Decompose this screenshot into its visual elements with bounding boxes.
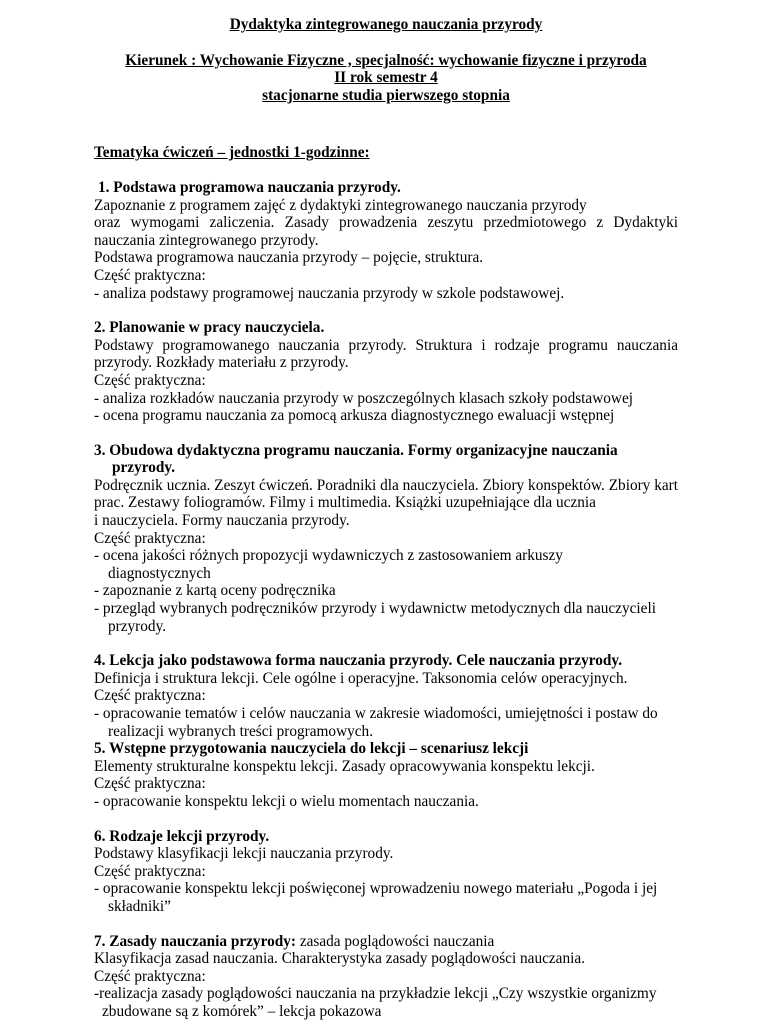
section-text: Zapoznanie z programem zajęć z dydaktyki zintegrowanego nauczania przyrody [94, 196, 587, 214]
practical-label: Część praktyczna: [94, 775, 206, 793]
practical-item: - ocena programu nauczania za pomocą arkusza diagnostycznego ewaluacji wstępnej [94, 407, 615, 425]
course-line: Kierunek : Wychowanie Fizyczne , specjalność: wychowanie fizyczne i przyroda [125, 51, 647, 69]
practical-label: Część praktyczna: [94, 266, 206, 284]
section-heading: 2. Planowanie w pracy nauczyciela. [94, 319, 325, 337]
section-text: Podstawy programowanego nauczania przyrody. Struktura i rodzaje programu nauczania przyrody. Rozkłady materiału z przyrody. [94, 336, 678, 372]
section-6 [94, 828, 678, 916]
section-7 [94, 933, 678, 1021]
section-1 [94, 179, 678, 302]
practical-item: - zapoznanie z kartą oceny podręcznika [94, 582, 336, 600]
section-text: Klasyfikacja zasad nauczania. Charakterystyka zasady poglądowości nauczania. [94, 950, 585, 968]
section-heading: 7. Zasady nauczania przyrody: [94, 932, 296, 950]
section-text: Podstawa programowa nauczania przyrody – pojęcie, struktura. [94, 249, 484, 267]
practical-item: -realizacja zasady poglądowości nauczania na przykładzie lekcji „Czy wszystkie organizmy zbudowane są z komórek” – lekcja pokazowa [94, 985, 657, 1020]
section-2 [94, 319, 678, 425]
section-4 [94, 652, 678, 740]
practical-item: - opracowanie tematów i celów nauczania w zakresie wiadomości, umiejętności i postaw do realizacji wybranych treści programowych. [94, 705, 658, 740]
section-heading: 3. Obudowa dydaktyczna programu nauczania. Formy organizacyjne nauczania przyrody. [94, 441, 618, 477]
section-heading-tail: zasada poglądowości nauczania [296, 932, 495, 950]
practical-label: Część praktyczna: [94, 371, 206, 389]
year-semester-line: II rok semestr 4 [334, 69, 438, 87]
document-title: Dydaktyka zintegrowanego nauczania przyrody [229, 16, 543, 33]
section-text: Podstawy klasyfikacji lekcji nauczania przyrody. [94, 845, 394, 863]
section-text: oraz wymogami zaliczenia. Zasady prowadzenia zeszytu przedmiotowego z Dydaktyki nauczania zintegrowanego przyrody. [94, 214, 678, 249]
practical-item: - ocena jakości różnych propozycji wydawniczych z zastosowaniem arkuszy diagnostycznych [94, 547, 563, 582]
section-3 [94, 442, 678, 636]
section-heading: 5. Wstępne przygotowania nauczyciela do lekcji – scenariusz lekcji [94, 740, 529, 758]
practical-label: Część praktyczna: [94, 687, 206, 705]
practical-item: - opracowanie konspektu lekcji o wielu momentach nauczania. [94, 792, 479, 810]
topics-heading: Tematyka ćwiczeń – jednostki 1-godzinne: [94, 144, 370, 162]
practical-label: Część praktyczna: [94, 529, 206, 547]
section-text: Elementy strukturalne konspektu lekcji. Zasady opracowywania konspektu lekcji. [94, 757, 595, 775]
practical-item: - przegląd wybranych podręczników przyrody i wydawnictw metodycznych dla nauczycieli przyrody. [94, 600, 656, 635]
practical-item: - analiza rozkładów nauczania przyrody w poszczególnych klasach szkoły podstawowej [94, 389, 634, 407]
practical-item: - opracowanie konspektu lekcji poświęconej wprowadzeniu nowego materiału „Pogoda i jej składniki” [94, 880, 658, 915]
section-heading: 1. Podstawa programowa nauczania przyrody. [98, 178, 401, 196]
section-heading: 6. Rodzaje lekcji przyrody. [94, 827, 270, 845]
practical-label: Część praktyczna: [94, 967, 206, 985]
section-text: i nauczyciela. Formy nauczania przyrody. [94, 512, 350, 530]
section-heading: 4. Lekcja jako podstawowa forma nauczania przyrody. Cele nauczania przyrody. [94, 652, 623, 670]
section-heading-line [94, 933, 678, 951]
practical-label: Część praktyczna: [94, 862, 206, 880]
section-text: Definicja i struktura lekcji. Cele ogólne i operacyjne. Taksonomia celów operacyjnych. [94, 669, 628, 687]
section-5 [94, 740, 678, 810]
study-mode-line: stacjonarne studia pierwszego stopnia [262, 86, 510, 104]
practical-item: - analiza podstawy programowej nauczania przyrody w szkole podstawowej. [94, 284, 565, 302]
section-text: Podręcznik ucznia. Zeszyt ćwiczeń. Poradniki dla nauczyciela. Zbiory konspektów. Zbiory kart prac. Zestawy foliogramów. Filmy i multimedia. Książki uzupełniające dla ucznia [94, 476, 678, 512]
